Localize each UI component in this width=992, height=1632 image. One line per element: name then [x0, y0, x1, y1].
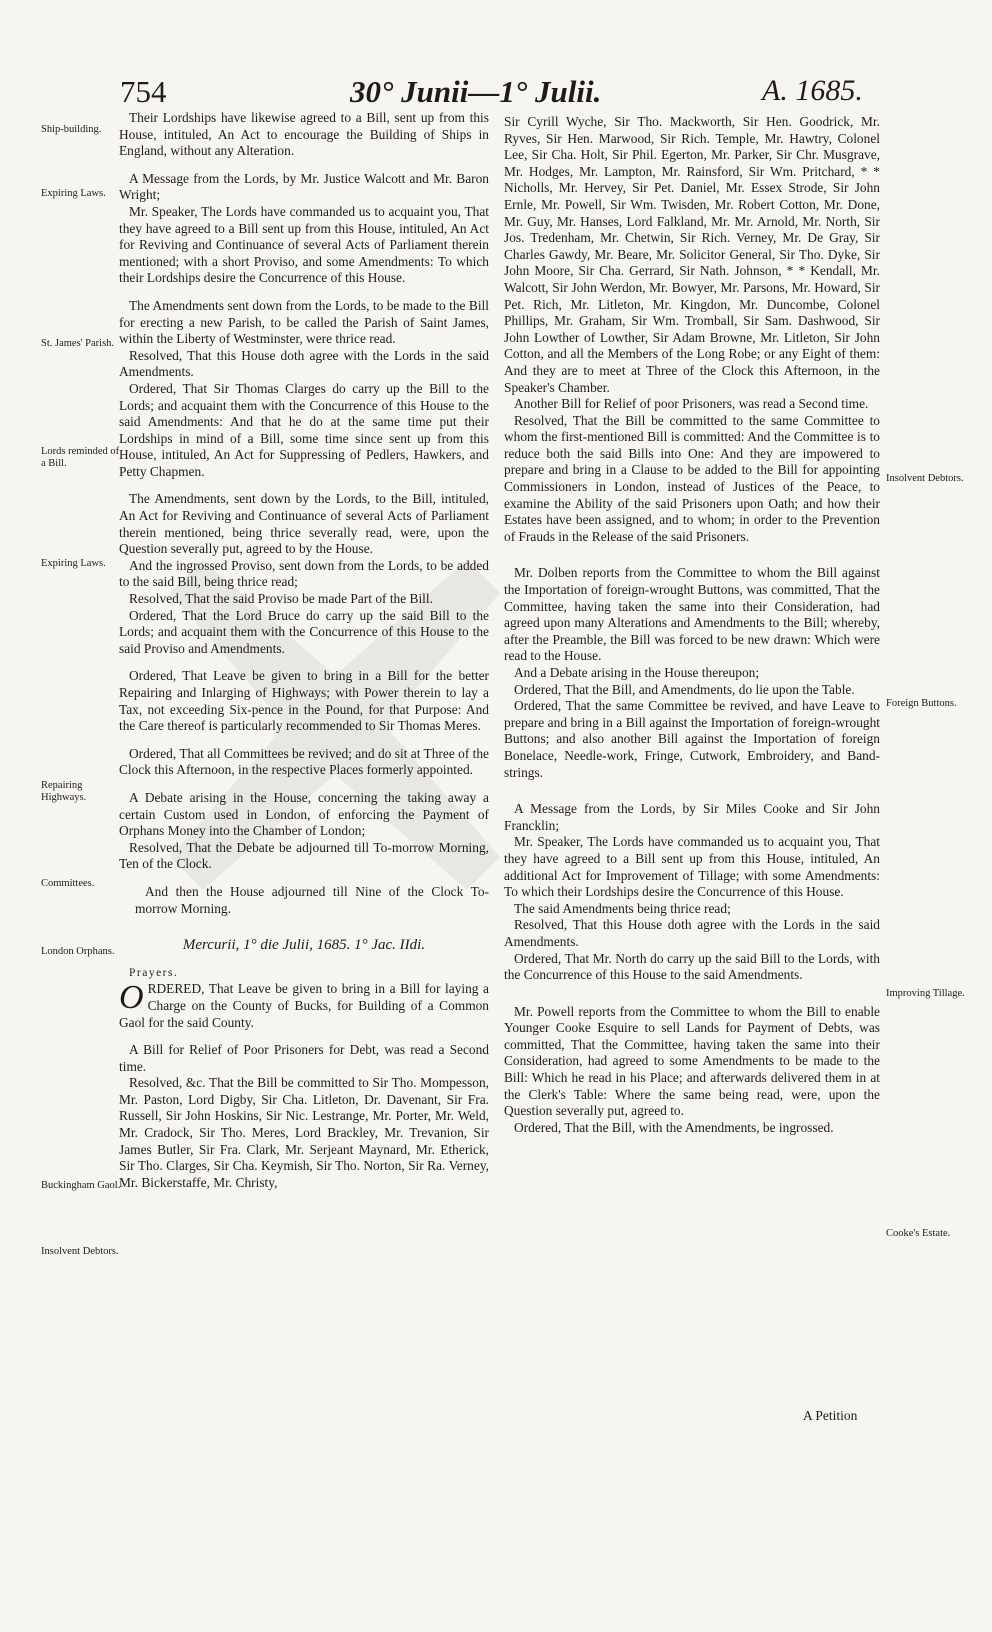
margin-note-insolvent-debtors: Insolvent Debtors. [41, 1246, 119, 1257]
margin-note-insolvent-debtors-2: Insolvent Debtors. [886, 473, 964, 484]
paragraph: Mr. Dolben reports from the Committee to whom the Bill against the Importation of foreign-wrought Buttons, was committed, That the Committee, having taken the same into their Consideration, had agreed upon many Alterations and Amendments to the Bill; whereby, after the Preamble, the Bill was forced to be new drawn: Which were read to the House. [504, 565, 880, 664]
margin-note-expiring-laws-2: Expiring Laws. [41, 558, 106, 569]
paragraph: Mr. Powell reports from the Committee to whom the Bill to enable Younger Cooke Esquire to sell Lands for Payment of Debts, was committed, That the Committee, having taken the same into their Consideration, had agreed to some Amendments to be made to the Bill: Which he read in his Place; and afterwards delivered them in at the Clerk's Table: Where the same being read, were, upon the Question severally put, agreed to. [504, 1003, 880, 1119]
paragraph: Ordered, That Mr. North do carry up the said Bill to the Lords, with the Concurrence of this House to the said Amendments. [504, 950, 880, 983]
margin-note-london-orphans: London Orphans. [41, 946, 115, 957]
paragraph: Another Bill for Relief of poor Prisoners, was read a Second time. [514, 396, 869, 412]
paragraph: The Amendments, sent down by the Lords, to the Bill, intituled, An Act for Reviving and Continuance of several Acts of Parliament therein mentioned, being thrice severally read, were, upon the Question severally put, agreed to by the House. [119, 491, 489, 557]
paragraph: Sir Cyrill Wyche, Sir Tho. Mackworth, Sir Hen. Goodrick, Mr. Ryves, Sir Hen. Marwood, Sir Rich. Temple, Mr. Hawtry, Colonel Lee, Sir Cha. Holt, Sir Phil. Egerton, Mr. Parker, Sir Chr. Musgrave, Mr. Hodges, Mr. Lampton, Mr. Rainsford, Sir Wm. Pritchard, * * Nicholls, Mr. Hervey, Sir Pet. Daniel, Mr. Essex Strode, Sir John Ernle, Mr. Powell, Sir Wm. Twisden, Mr. Robert Cotton, Mr. Done, Mr. Guy, Mr. Hanses, Lord Falkland, Mr. Mr. Arnold, Mr. North, Sir Jos. Tredenham, Mr. Chetwin, Sir Rich. Verney, Mr. De Gray, Sir Charles Gawdy, Mr. Beare, Mr. Solicitor General, Sir Tho. Dyke, Sir John Moore, Sir Cha. Gerrard, Sir Nath. Johnson, * * Kendall, Mr. Walcott, Sir John Werdon, Mr. Bowyer, Mr. Parsons, Mr. Howard, Sir Pet. Rich, Mr. Litleton, Mr. Kingdon, Mr. Duncombe, Colonel Phillips, Mr. Graham, Sir Wm. Tromball, Sir Sam. Dashwood, Sir John Lowther of Lowther, Sir Adam Browne, Mr. Litleton, Sir John Cotton, and all the Members of the Long Robe; or any Eight of them: And they are to meet at Three of the Clock this Afternoon, in the Speaker's Chamber. [504, 114, 880, 395]
paragraph: The said Amendments being thrice read; [514, 900, 731, 916]
margin-note-buckingham-gaol: Buckingham Gaol. [41, 1180, 121, 1191]
paragraph: A Bill for Relief of Poor Prisoners for Debt, was read a Second time. [119, 1042, 489, 1074]
paragraph: Resolved, That this House doth agree with the Lords in the said Amendments. [119, 347, 489, 380]
paragraph: Resolved, That the Bill be committed to the same Committee to whom the first-mentioned Bill is committed: And the Committee is to reduce both the said Bills into One: And they are impowered to prepare and bring in a Clause to be added to the Bill for appointing Commissioners in London, instead of Justices of the Peace, to examine the Ability of the said Prisoners upon Oath; and how their Estates have been assigned, and to whom; in order to the Prevention of Frauds in the Release of the said Prisoners. [504, 412, 880, 544]
paragraph: Resolved, That this House doth agree with the Lords in the said Amendments. [504, 917, 880, 949]
margin-note-st-james-parish: St. James' Parish. [41, 338, 115, 349]
page-number: 754 [120, 74, 167, 109]
paragraph: And a Debate arising in the House thereupon; [514, 665, 760, 680]
paragraph: A Message from the Lords, by Mr. Justice Walcott and Mr. Baron Wright; [119, 170, 489, 203]
page-year: A. 1685. [762, 74, 863, 107]
margin-note-committees: Committees. [41, 878, 95, 889]
paragraph: Resolved, That the Debate be adjourned till To-morrow Morning, Ten of the Clock. [119, 839, 489, 872]
paragraph: A Message from the Lords, by Sir Miles Cooke and Sir John Francklin; [504, 801, 880, 833]
right-column [504, 114, 880, 1136]
margin-note-repairing-highways: Repairing Highways. [41, 780, 87, 803]
left-column [119, 110, 489, 1191]
paragraph: Ordered, That the Bill, and Amendments, do lie upon the Table. [514, 681, 855, 697]
paragraph: The Amendments sent down from the Lords, to be made to the Bill for erecting a new Parish, to be called the Parish of Saint James, within the Liberty of Westminster, were thrice read. [119, 297, 489, 347]
margin-note-improving-tillage: Improving Tillage. [886, 988, 965, 999]
paragraph: Mr. Speaker, The Lords have commanded us to acquaint you, That they have agreed to a Bill sent up from this House, intituled, An Act for Reviving and Continuance of several Acts of Parliament therein mentioned; with a short Proviso, and some Amendments: To which their Lordships desire the Concurrence of this House. [119, 203, 489, 286]
paragraph: Mr. Speaker, The Lords have commanded us to acquaint you, That they have agreed to a Bill sent up from this House, intituled, An additional Act for Improvement of Tillage; with some Amendments: To which their Lordships desire the Concurrence of this House. [504, 834, 880, 900]
margin-note-ship-building: Ship-building. [41, 124, 102, 135]
margin-note-cookes-estate: Cooke's Estate. [886, 1228, 951, 1239]
margin-note-lords-reminded: Lords reminded of a Bill. [41, 446, 120, 469]
paragraph: Ordered, That the Bill, with the Amendments, be ingrossed. [514, 1119, 834, 1135]
paragraph: And the ingrossed Proviso, sent down from the Lords, to be added to the said Bill, being thrice read; [119, 557, 489, 590]
page-date-heading: 30° Junii—1° Julii. [350, 74, 602, 109]
paragraph: Ordered, That the same Committee be revived, and have Leave to prepare and bring in a Bill against the Importation of foreign-wrought Buttons; and also another Bill against the Importation of foreign Bonelace, Needle-work, Fringe, Cutwork, Embroidery, and Band-strings. [504, 698, 880, 780]
adjournment-line: And then the House adjourned till Nine of the Clock To-morrow Morning. [135, 883, 489, 916]
paragraph: Resolved, &c. That the Bill be committed to Sir Tho. Mompesson, Mr. Paston, Lord Digby, Sir Cha. Litleton, Dr. Davenant, Sir Fra. Russell, Sir John Hoskins, Sir Nic. Lestrange, Mr. Porter, Mr. Weld, Mr. Cradock, Sir Tho. Meres, Lord Brackley, Mr. Trevanion, Sir James Butler, Sir Fra. Clark, Mr. Serjeant Maynard, Mr. Etherick, Sir Tho. Clarges, Sir Cha. Keymish, Sir Tho. Norton, Sir Ra. Verney, Mr. Bickerstaffe, Mr. Christy, [119, 1075, 489, 1190]
drop-cap: O [119, 979, 144, 1017]
sitting-heading: Mercurii, 1° die Julii, 1685. 1° Jac. IIdi. [182, 937, 426, 954]
paragraph: A Debate arising in the House, concerning the taking away a certain Custom used in London, of enforcing the Payment of Orphans Money into the Chamber of London; [119, 789, 489, 839]
paragraph: Resolved, That the said Proviso be made Part of the Bill. [129, 591, 433, 607]
catchword: A Petition [803, 1408, 858, 1423]
paragraph: Their Lordships have likewise agreed to a Bill, sent up from this House, intituled, An Act to encourage the Building of Ships in England, without any Alteration. [119, 110, 489, 159]
margin-note-expiring-laws: Expiring Laws. [41, 188, 106, 199]
prayers-heading: Prayers. [129, 966, 179, 979]
paragraph: Ordered, That Leave be given to bring in a Bill for the better Repairing and Inlarging of Highways; with Power therein to lay a Tax, not exceeding Six-pence in the Pound, for that Purpose: And the Care thereof is particularly recommended to Sir Thomas Meres. [119, 668, 489, 734]
paragraph: Ordered, That the Lord Bruce do carry up the said Bill to the Lords; and acquaint them with the Concurrence of this House to the said Proviso and Amendments. [119, 607, 489, 656]
margin-note-foreign-buttons: Foreign Buttons. [886, 698, 957, 709]
paragraph: RDERED, That Leave be given to bring in a Bill for laying a Charge on the County of Bucks, for Building of a Common Gaol for the said County. [119, 981, 489, 1030]
paragraph: Ordered, That all Committees be revived; and do sit at Three of the Clock this Afternoon, in the respective Places formerly appointed. [119, 745, 489, 778]
paragraph: Ordered, That Sir Thomas Clarges do carry up the Bill to the Lords; and acquaint them with the Concurrence of this House to the said Amendments: And that he do at the same time put their Lordships in mind of a Bill, some time since sent up from this House, intituled, An Act for Suppressing of Pedlers, Hawkers, and Petty Chapmen. [119, 380, 489, 479]
